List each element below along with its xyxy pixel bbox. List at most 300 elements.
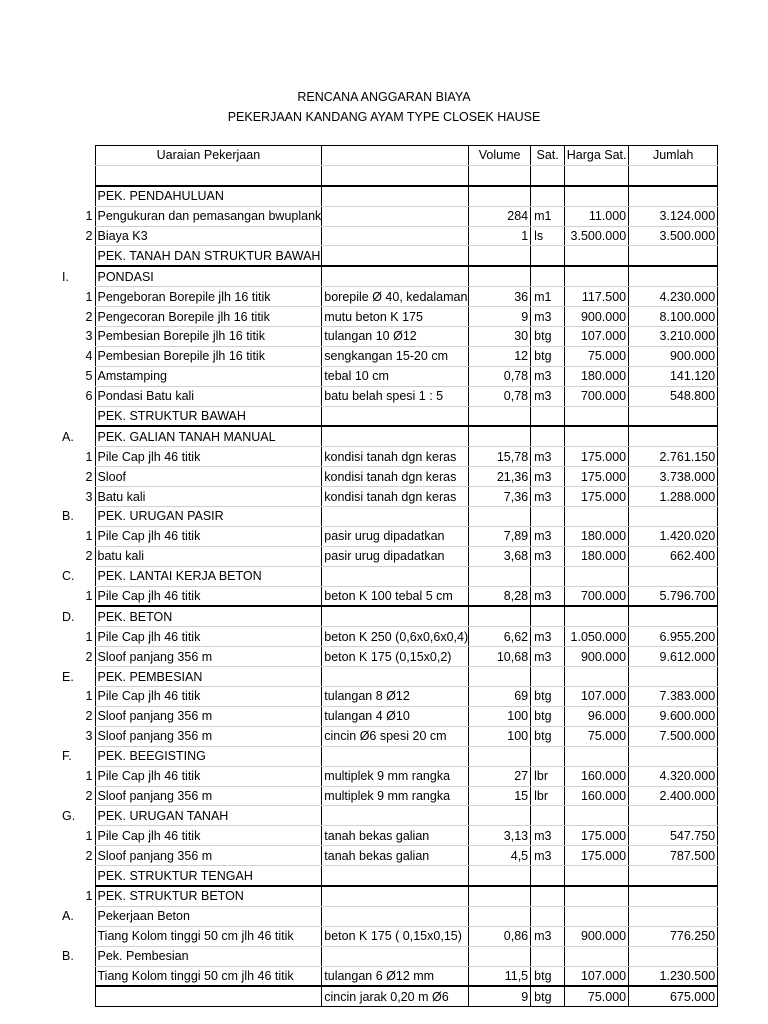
row-total: 900.000 [629, 346, 718, 366]
row-unit-price [565, 246, 629, 266]
row-unit: m3 [531, 826, 565, 846]
row-number [60, 186, 95, 206]
table-row [60, 406, 718, 426]
row-number: 1 [85, 529, 93, 544]
row-number: I. [62, 269, 69, 284]
row-unit-price: 180.000 [565, 366, 629, 386]
row-total: 1.288.000 [629, 487, 718, 507]
row-unit-price: 107.000 [565, 687, 629, 707]
row-volume [469, 746, 531, 766]
row-volume: 10,68 [469, 647, 531, 667]
row-total: 7.383.000 [629, 687, 718, 707]
table-row [60, 467, 718, 487]
row-volume: 3,13 [469, 826, 531, 846]
row-unit: m3 [531, 386, 565, 406]
header-no [60, 146, 95, 166]
row-total [629, 507, 718, 527]
row-description: Sloof panjang 356 m [95, 726, 322, 746]
table-row [60, 667, 718, 687]
row-description: PEK. STRUKTUR TENGAH [95, 866, 322, 886]
row-description: PEK. LANTAI KERJA BETON [95, 566, 322, 586]
row-specification: kondisi tanah dgn keras [322, 467, 469, 487]
row-unit [531, 165, 565, 185]
header-spec [322, 146, 469, 166]
row-volume: 6,62 [469, 627, 531, 647]
row-volume [469, 186, 531, 206]
row-volume: 9 [469, 986, 531, 1006]
row-volume: 9 [469, 307, 531, 327]
table-row [60, 327, 718, 347]
row-specification: beton K 175 ( 0,15x0,15) [322, 926, 469, 946]
row-number: 1 [85, 449, 93, 464]
row-unit-price: 700.000 [565, 386, 629, 406]
row-description: PONDASI [95, 266, 322, 286]
table-row [60, 346, 718, 366]
row-volume [469, 886, 531, 906]
table-row [60, 886, 718, 906]
row-volume: 8,28 [469, 586, 531, 606]
table-row [60, 746, 718, 766]
row-specification [322, 426, 469, 446]
row-description: PEK. STRUKTUR BAWAH [95, 406, 322, 426]
row-description: Pembesian Borepile jlh 16 titik [95, 327, 322, 347]
row-number [60, 986, 95, 1006]
row-description: Pembesian Borepile jlh 16 titik [95, 346, 322, 366]
row-unit-price: 160.000 [565, 786, 629, 806]
row-total [629, 886, 718, 906]
row-volume [469, 806, 531, 826]
row-volume [469, 566, 531, 586]
row-number [60, 165, 95, 185]
row-number: G. [62, 808, 76, 823]
row-unit-price: 107.000 [565, 327, 629, 347]
row-unit-price: 180.000 [565, 526, 629, 546]
row-unit [531, 186, 565, 206]
table-row [60, 366, 718, 386]
row-description: batu kali [95, 546, 322, 566]
table-row [60, 307, 718, 327]
table-row [60, 246, 718, 266]
row-number: 2 [85, 649, 93, 664]
row-description: Sloof panjang 356 m [95, 846, 322, 866]
row-specification: sengkangan 15-20 cm [322, 346, 469, 366]
row-unit: m3 [531, 926, 565, 946]
row-unit: m3 [531, 366, 565, 386]
row-total [629, 266, 718, 286]
row-unit-price: 180.000 [565, 546, 629, 566]
row-specification [322, 246, 469, 266]
row-unit: btg [531, 966, 565, 986]
row-number: 3 [85, 489, 93, 504]
row-number: B. [62, 949, 74, 964]
row-unit: m3 [531, 467, 565, 487]
row-specification: batu belah spesi 1 : 5 [322, 386, 469, 406]
row-description: Tiang Kolom tinggi 50 cm jlh 46 titik [95, 926, 322, 946]
row-total: 1.420.020 [629, 526, 718, 546]
row-unit: btg [531, 346, 565, 366]
row-total: 9.600.000 [629, 706, 718, 726]
row-specification [322, 806, 469, 826]
row-description: Biaya K3 [95, 226, 322, 246]
row-specification: tebal 10 cm [322, 366, 469, 386]
table-row [60, 266, 718, 286]
row-unit: btg [531, 706, 565, 726]
row-unit-price [565, 406, 629, 426]
row-volume [469, 866, 531, 886]
row-unit: m3 [531, 546, 565, 566]
row-unit-price [565, 946, 629, 966]
row-number [60, 966, 95, 986]
row-number: 1 [85, 689, 93, 704]
row-volume: 69 [469, 687, 531, 707]
row-specification: pasir urug dipadatkan [322, 526, 469, 546]
row-specification [322, 886, 469, 906]
row-number: A. [62, 909, 74, 924]
row-volume: 0,78 [469, 386, 531, 406]
row-unit [531, 406, 565, 426]
row-volume: 36 [469, 287, 531, 307]
header-uraian: Uaraian Pekerjaan [95, 146, 322, 166]
row-unit: btg [531, 986, 565, 1006]
row-total: 4.320.000 [629, 766, 718, 786]
row-total [629, 566, 718, 586]
row-unit-price [565, 906, 629, 926]
row-specification: tanah bekas galian [322, 846, 469, 866]
table-row [60, 706, 718, 726]
row-volume: 100 [469, 706, 531, 726]
row-description: PEK. BETON [95, 606, 322, 626]
row-specification: beton K 100 tebal 5 cm [322, 586, 469, 606]
row-description: Sloof panjang 356 m [95, 706, 322, 726]
row-unit-price [565, 165, 629, 185]
row-specification [322, 946, 469, 966]
row-volume: 27 [469, 766, 531, 786]
row-number: E. [62, 669, 74, 684]
table-row [60, 165, 718, 185]
row-unit [531, 246, 565, 266]
row-description: PEK. URUGAN TANAH [95, 806, 322, 826]
row-number: 2 [85, 229, 93, 243]
row-unit [531, 906, 565, 926]
row-unit [531, 746, 565, 766]
row-total: 3.210.000 [629, 327, 718, 347]
row-number: C. [62, 569, 75, 584]
row-unit-price: 3.500.000 [565, 226, 629, 246]
row-total: 3.500.000 [629, 226, 718, 246]
row-description: PEK. GALIAN TANAH MANUAL [95, 426, 322, 446]
row-total: 548.800 [629, 386, 718, 406]
row-specification [322, 507, 469, 527]
row-unit-price: 96.000 [565, 706, 629, 726]
row-total: 3.124.000 [629, 206, 718, 226]
row-description: Pile Cap jlh 46 titik [95, 526, 322, 546]
row-description: PEK. PENDAHULUAN [95, 186, 322, 206]
row-unit-price: 900.000 [565, 926, 629, 946]
row-number: 1 [85, 828, 93, 843]
row-unit: m3 [531, 447, 565, 467]
row-volume [469, 246, 531, 266]
row-total: 7.500.000 [629, 726, 718, 746]
row-unit: m3 [531, 526, 565, 546]
row-volume [469, 946, 531, 966]
row-volume [469, 426, 531, 446]
row-description: PEK. URUGAN PASIR [95, 507, 322, 527]
row-description: Batu kali [95, 487, 322, 507]
table-row [60, 906, 718, 926]
row-unit-price [565, 806, 629, 826]
row-description: Pile Cap jlh 46 titik [95, 766, 322, 786]
row-unit: m3 [531, 487, 565, 507]
row-total [629, 165, 718, 185]
row-specification: mutu beton K 175 [322, 307, 469, 327]
row-total: 547.750 [629, 826, 718, 846]
row-unit-price [565, 186, 629, 206]
row-total [629, 866, 718, 886]
row-unit: m3 [531, 647, 565, 667]
table-row [60, 226, 718, 246]
table-row [60, 846, 718, 866]
row-unit: m3 [531, 307, 565, 327]
row-total: 8.100.000 [629, 307, 718, 327]
row-unit-price: 175.000 [565, 846, 629, 866]
row-unit [531, 667, 565, 687]
row-unit-price: 75.000 [565, 726, 629, 746]
table-row [60, 866, 718, 886]
table-row [60, 487, 718, 507]
row-description: Pile Cap jlh 46 titik [95, 826, 322, 846]
row-specification: cincin jarak 0,20 m Ø6 [322, 986, 469, 1006]
row-number: 2 [85, 848, 93, 863]
row-number: 2 [85, 549, 93, 564]
row-specification [322, 746, 469, 766]
row-description: Pile Cap jlh 46 titik [95, 687, 322, 707]
row-volume: 0,86 [469, 926, 531, 946]
document-subtitle: PEKERJAAN KANDANG AYAM TYPE CLOSEK HAUSE [227, 110, 541, 124]
row-total [629, 606, 718, 626]
row-total [629, 667, 718, 687]
budget-table [60, 145, 718, 1007]
row-specification: tulangan 4 Ø10 [322, 706, 469, 726]
table-row [60, 526, 718, 546]
table-row [60, 687, 718, 707]
row-specification: cincin Ø6 spesi 20 cm [322, 726, 469, 746]
row-description: Pengeboran Borepile jlh 16 titik [95, 287, 322, 307]
row-number: 4 [85, 349, 93, 364]
row-number: 5 [85, 369, 93, 384]
row-total: 776.250 [629, 926, 718, 946]
row-number: A. [62, 429, 74, 444]
row-volume: 7,89 [469, 526, 531, 546]
table-row [60, 786, 718, 806]
row-description [95, 165, 322, 185]
document-title: RENCANA ANGGARAN BIAYA [297, 90, 471, 104]
row-volume [469, 606, 531, 626]
row-volume: 3,68 [469, 546, 531, 566]
row-specification: multiplek 9 mm rangka [322, 786, 469, 806]
row-total: 2.400.000 [629, 786, 718, 806]
row-specification [322, 266, 469, 286]
row-total [629, 946, 718, 966]
row-unit: lbr [531, 786, 565, 806]
row-volume [469, 165, 531, 185]
row-number: 1 [85, 629, 93, 644]
row-unit-price: 117.500 [565, 287, 629, 307]
row-description: Pondasi Batu kali [95, 386, 322, 406]
row-total: 3.738.000 [629, 467, 718, 487]
table-row [60, 926, 718, 946]
row-description: Pengecoran Borepile jlh 16 titik [95, 307, 322, 327]
table-row [60, 806, 718, 826]
table-row [60, 386, 718, 406]
row-specification [322, 667, 469, 687]
row-unit-price [565, 507, 629, 527]
row-unit [531, 606, 565, 626]
row-unit-price: 900.000 [565, 307, 629, 327]
row-number: 3 [85, 329, 93, 344]
row-number: 1 [85, 889, 93, 904]
row-number: 2 [85, 309, 93, 324]
row-unit: btg [531, 687, 565, 707]
row-unit-price: 107.000 [565, 966, 629, 986]
row-specification [322, 906, 469, 926]
row-specification: tulangan 8 Ø12 [322, 687, 469, 707]
row-number [60, 406, 95, 426]
row-number: 3 [85, 729, 93, 744]
row-number: 6 [85, 389, 93, 404]
row-unit-price: 175.000 [565, 467, 629, 487]
table-row [60, 946, 718, 966]
table-row [60, 647, 718, 667]
row-volume [469, 507, 531, 527]
row-number: B. [62, 509, 74, 524]
row-volume: 284 [469, 206, 531, 226]
row-specification: pasir urug dipadatkan [322, 546, 469, 566]
row-unit-price: 160.000 [565, 766, 629, 786]
row-unit: m1 [531, 287, 565, 307]
row-description: Pile Cap jlh 46 titik [95, 627, 322, 647]
table-row [60, 287, 718, 307]
row-unit: m1 [531, 206, 565, 226]
row-unit-price: 11.000 [565, 206, 629, 226]
row-number: 2 [85, 788, 93, 803]
row-unit-price [565, 866, 629, 886]
row-volume: 15,78 [469, 447, 531, 467]
row-unit-price [565, 886, 629, 906]
row-total: 787.500 [629, 846, 718, 866]
row-number: 2 [85, 709, 93, 724]
row-total: 141.120 [629, 366, 718, 386]
row-specification: beton K 250 (0,6x0,6x0,4) [322, 627, 469, 647]
row-specification: beton K 175 (0,15x0,2) [322, 647, 469, 667]
row-volume: 1 [469, 226, 531, 246]
row-specification: kondisi tanah dgn keras [322, 487, 469, 507]
row-unit-price: 175.000 [565, 447, 629, 467]
row-unit-price [565, 667, 629, 687]
row-description: Sloof [95, 467, 322, 487]
row-unit: m3 [531, 586, 565, 606]
row-unit [531, 866, 565, 886]
row-specification [322, 206, 469, 226]
row-unit [531, 507, 565, 527]
row-specification [322, 406, 469, 426]
table-row [60, 606, 718, 626]
row-unit-price: 75.000 [565, 986, 629, 1006]
row-description: PEK. TANAH DAN STRUKTUR BAWAH [95, 246, 322, 266]
row-volume: 30 [469, 327, 531, 347]
row-unit-price: 900.000 [565, 647, 629, 667]
table-row [60, 586, 718, 606]
row-unit-price [565, 266, 629, 286]
row-number [60, 246, 95, 266]
row-description [95, 986, 322, 1006]
row-total: 5.796.700 [629, 586, 718, 606]
row-total [629, 746, 718, 766]
row-description: Tiang Kolom tinggi 50 cm jlh 46 titik [95, 966, 322, 986]
row-description: PEK. BEEGISTING [95, 746, 322, 766]
row-unit-price: 700.000 [565, 586, 629, 606]
table-row [60, 546, 718, 566]
row-unit [531, 566, 565, 586]
row-unit [531, 266, 565, 286]
row-unit: m3 [531, 627, 565, 647]
row-unit: btg [531, 327, 565, 347]
row-description: Sloof panjang 356 m [95, 786, 322, 806]
row-total: 2.761.150 [629, 447, 718, 467]
row-volume: 0,78 [469, 366, 531, 386]
row-description: Pekerjaan Beton [95, 906, 322, 926]
row-total [629, 426, 718, 446]
row-specification [322, 165, 469, 185]
table-row [60, 726, 718, 746]
row-unit: m3 [531, 846, 565, 866]
row-total: 675.000 [629, 986, 718, 1006]
row-number: F. [62, 749, 72, 764]
row-specification: tulangan 10 Ø12 [322, 327, 469, 347]
row-number [60, 866, 95, 886]
row-volume: 21,36 [469, 467, 531, 487]
table-row [60, 186, 718, 206]
row-volume [469, 906, 531, 926]
row-description: PEK. STRUKTUR BETON [95, 886, 322, 906]
table-row [60, 447, 718, 467]
row-volume [469, 667, 531, 687]
row-total [629, 806, 718, 826]
row-volume [469, 406, 531, 426]
row-unit: btg [531, 726, 565, 746]
row-specification: tulangan 6 Ø12 mm [322, 966, 469, 986]
row-unit-price: 75.000 [565, 346, 629, 366]
row-unit-price: 175.000 [565, 826, 629, 846]
row-number: 1 [85, 209, 93, 224]
row-total: 4.230.000 [629, 287, 718, 307]
row-unit: ls [531, 226, 565, 246]
row-unit-price [565, 566, 629, 586]
header-jumlah: Jumlah [629, 146, 718, 166]
row-unit-price [565, 606, 629, 626]
row-volume: 7,36 [469, 487, 531, 507]
table-header-row [60, 146, 718, 166]
row-unit-price [565, 746, 629, 766]
row-volume: 12 [469, 346, 531, 366]
row-number: D. [62, 609, 75, 624]
row-total: 9.612.000 [629, 647, 718, 667]
row-description: Pengukuran dan pemasangan bwuplank [95, 206, 322, 226]
row-number: 2 [85, 469, 93, 484]
row-specification: borepile Ø 40, kedalaman [322, 287, 469, 307]
row-unit [531, 886, 565, 906]
table-row [60, 507, 718, 527]
row-description: Pek. Pembesian [95, 946, 322, 966]
